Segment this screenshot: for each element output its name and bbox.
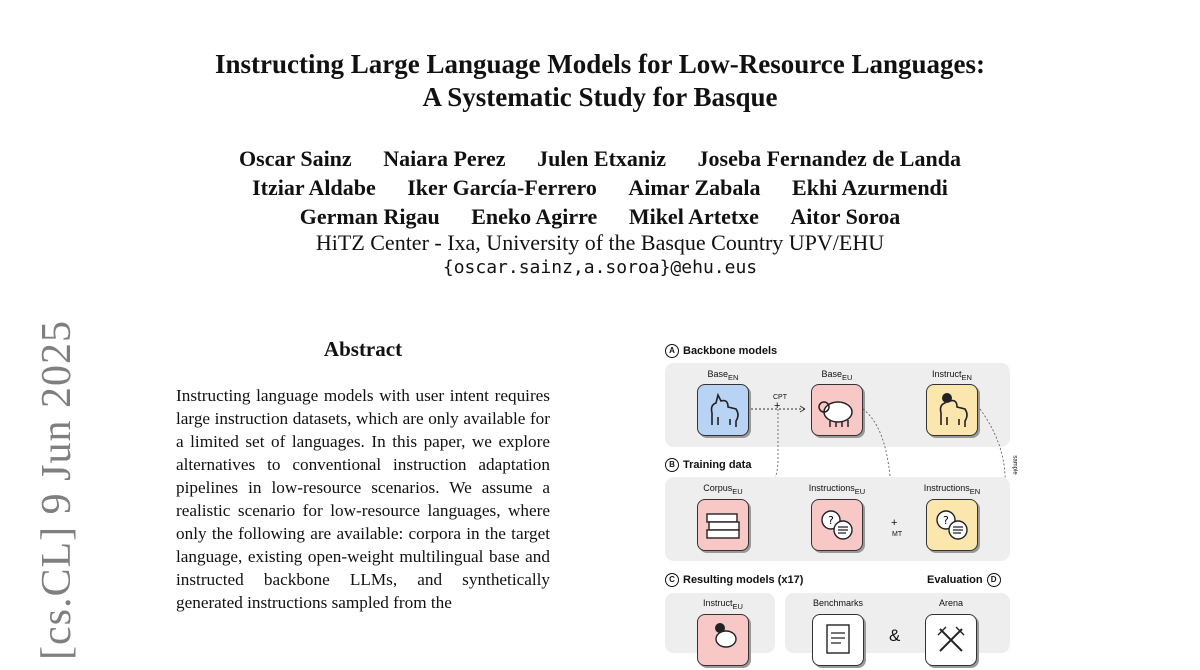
section-c-marker: C: [665, 573, 679, 587]
author: Itziar Aldabe: [252, 175, 376, 200]
section-d-title: Evaluation: [927, 574, 983, 586]
section-b-marker: B: [665, 458, 679, 472]
base-en-label: Base$_{EN}$: [707, 369, 739, 382]
instructions-en-chat-icon: [926, 499, 978, 551]
author: Julen Etxaniz: [537, 146, 667, 171]
sample-label: sample: [1011, 455, 1018, 475]
corpus-eu-label: Corpus$_{EU}$: [703, 483, 743, 496]
ampersand: &: [889, 626, 901, 645]
instruct-eu-label: Instruct$_{EU}$: [703, 598, 743, 611]
section-a-marker: A: [665, 344, 679, 358]
abstract-heading: Abstract: [323, 337, 403, 361]
author: Mikel Artetxe: [628, 204, 759, 229]
arena-swords-icon: [925, 614, 977, 666]
author: Oscar Sainz: [239, 146, 352, 171]
benchmarks-label: Benchmarks: [812, 598, 864, 608]
arena-label: Arena: [938, 598, 964, 608]
cpt-label: CPT: [773, 394, 787, 401]
section-d-marker: D: [987, 573, 1001, 587]
benchmarks-clipboard-icon: [812, 614, 864, 666]
author: Aitor Soroa: [790, 204, 901, 229]
affiliation: HiTZ Center - Ixa, University of the Basque Country UPV/EHU: [315, 230, 885, 255]
author: Naiara Perez: [383, 146, 506, 171]
abstract-text: Instructing language models with user intent requires large instruction datasets, which are only available for a limited set of languages. In this paper, we explore alternatives to conventional instruction adaptation pipelines in low-resource scenarios. We assume a realistic scenario for low-resource languages, where only the following are available: corpora in the target language, existing open-weight multilingual base and instructed backbone LLMs, and synthetically generated instructions sampled from the: [176, 386, 550, 612]
author: Iker García-Ferrero: [407, 175, 597, 200]
author-row: [0, 202, 1200, 231]
title-line-2: A Systematic Study for Basque: [422, 82, 778, 112]
author: Joseba Fernandez de Landa: [697, 146, 961, 171]
instructions-eu-label: Instructions$_{EU}$: [808, 483, 866, 496]
section-c-label: [665, 573, 803, 587]
author: German Rigau: [299, 204, 440, 229]
plus-sign: +: [774, 400, 781, 412]
section-a-title: Backbone models: [683, 345, 778, 357]
paper-title: [0, 48, 1200, 114]
author: Ekhi Azurmendi: [792, 175, 948, 200]
author-row: [0, 173, 1200, 202]
mt-label: MT: [892, 531, 903, 538]
section-b-label: [665, 458, 751, 472]
author-row: [0, 144, 1200, 173]
plus-sign: +: [891, 517, 898, 529]
instruct-eu-sheep-icon: [697, 614, 749, 666]
section-c-title: Resulting models (x17): [683, 574, 804, 586]
base-eu-label: Base$_{EU}$: [821, 369, 853, 382]
arxiv-side-stamp: [cs.CL] 9 Jun 2025: [34, 320, 80, 660]
instructions-eu-chat-icon: [811, 499, 863, 551]
author: Aimar Zabala: [628, 175, 761, 200]
section-d-label: [927, 573, 1001, 587]
corpus-books-icon: [697, 499, 749, 551]
overview-figure: [655, 336, 1025, 648]
author-list: [0, 144, 1200, 231]
instructions-en-label: Instructions$_{EN}$: [923, 483, 981, 496]
section-b-title: Training data: [683, 459, 752, 471]
instruct-en-label: Instruct$_{EN}$: [932, 369, 972, 382]
author: Eneko Agirre: [471, 204, 598, 229]
title-line-1: Instructing Large Language Models for Low-Resource Languages:: [215, 49, 985, 79]
author-email[interactable]: {oscar.sainz,a.soroa}@ehu.eus: [442, 257, 758, 278]
svg-text:?: ?: [828, 514, 834, 527]
svg-text:?: ?: [943, 514, 949, 527]
